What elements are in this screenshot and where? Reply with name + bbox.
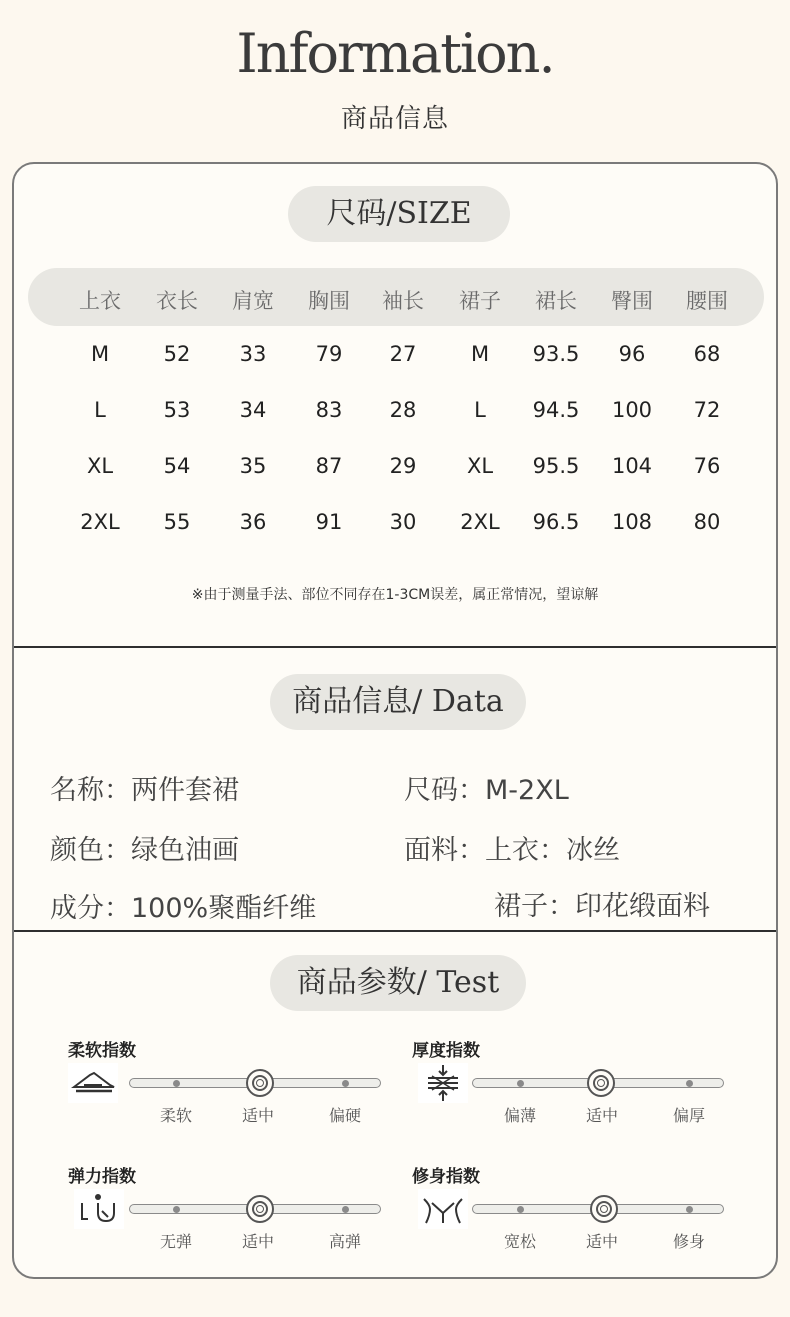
stretch-dot-low	[173, 1206, 180, 1213]
size-table-cell: 34	[239, 398, 267, 422]
product-name: 名称：两件套裙	[50, 775, 239, 806]
stretch-dot-high	[342, 1206, 349, 1213]
softness-label-low: 柔软	[159, 1106, 192, 1125]
soft-icon	[68, 1063, 118, 1103]
size-table-cell: 72	[693, 398, 721, 422]
size-table-cell: 83	[315, 398, 343, 422]
product-composition: 成分：100%聚酯纤维	[50, 893, 317, 924]
test-section-title: 商品参数/ Test	[270, 955, 526, 1011]
thickness-dot-high	[686, 1080, 693, 1087]
thickness-icon	[418, 1063, 468, 1103]
stretch-title: 弹力指数	[68, 1167, 136, 1187]
data-section-title: 商品信息/ Data	[270, 674, 526, 730]
fit-label-high: 修身	[672, 1232, 705, 1251]
size-section-title: 尺码/SIZE	[288, 186, 510, 242]
size-table-cell: 54	[163, 454, 191, 478]
stretch-label-high: 高弹	[328, 1232, 361, 1251]
fit-dot-high	[686, 1206, 693, 1213]
section-divider	[14, 646, 776, 648]
softness-label-high: 偏硬	[328, 1106, 361, 1125]
size-table-cell: M	[470, 342, 490, 366]
size-table-cell: 36	[239, 510, 267, 534]
size-table-cell: 2XL	[80, 510, 120, 534]
product-fabric: 面料：上衣：冰丝	[404, 835, 620, 866]
size-column-header: 腰围	[686, 289, 728, 313]
size-column-header: 胸围	[308, 289, 350, 313]
size-table-cell: 100	[611, 398, 653, 422]
product-size-range: 尺码：M-2XL	[404, 775, 569, 806]
thickness-label-low: 偏薄	[503, 1106, 536, 1125]
thickness-level-marker	[587, 1069, 615, 1097]
product-color: 颜色：绿色油画	[50, 835, 239, 866]
size-table-cell: M	[90, 342, 110, 366]
size-column-header: 衣长	[156, 289, 198, 313]
fit-icon	[418, 1189, 468, 1229]
size-table-cell: 29	[389, 454, 417, 478]
size-table-cell: 33	[239, 342, 267, 366]
size-table-cell: 28	[389, 398, 417, 422]
size-table-cell: XL	[86, 454, 114, 478]
stretch-label-low: 无弹	[159, 1232, 192, 1251]
size-table-cell: 108	[611, 510, 653, 534]
size-column-header: 肩宽	[232, 289, 274, 313]
size-table-cell: 104	[611, 454, 653, 478]
softness-label-mid: 适中	[241, 1106, 274, 1125]
size-table-cell: 95.5	[532, 454, 580, 478]
thickness-label-high: 偏厚	[672, 1106, 705, 1125]
size-table-cell: 27	[389, 342, 417, 366]
size-table-cell: 76	[693, 454, 721, 478]
size-table-cell: 68	[693, 342, 721, 366]
thickness-title: 厚度指数	[412, 1041, 480, 1061]
size-column-header: 上衣	[79, 289, 121, 313]
info-card	[12, 162, 778, 1279]
size-table-cell: 79	[315, 342, 343, 366]
size-table-cell: 35	[239, 454, 267, 478]
stretch-level-marker	[246, 1195, 274, 1223]
fit-level-marker	[590, 1195, 618, 1223]
size-table-cell: 55	[163, 510, 191, 534]
softness-title: 柔软指数	[68, 1041, 136, 1061]
size-table-cell: 94.5	[532, 398, 580, 422]
page-title: Information.	[236, 22, 554, 85]
size-column-header: 裙子	[459, 289, 501, 313]
stretch-icon	[74, 1189, 124, 1229]
size-table-cell: 93.5	[532, 342, 580, 366]
size-column-header: 袖长	[382, 289, 424, 313]
page-subtitle: 商品信息	[340, 104, 449, 134]
size-table-cell: XL	[466, 454, 494, 478]
size-table-cell: 96.5	[532, 510, 580, 534]
fit-title: 修身指数	[412, 1167, 480, 1187]
section-divider	[14, 930, 776, 932]
size-column-header: 臀围	[611, 289, 653, 313]
fit-dot-low	[517, 1206, 524, 1213]
size-table-cell: 2XL	[460, 510, 500, 534]
size-table-cell: 80	[693, 510, 721, 534]
size-table-cell: 87	[315, 454, 343, 478]
size-table-cell: L	[94, 398, 106, 422]
size-note: ※由于测量手法、部位不同存在1-3CM误差，属正常情况，望谅解	[191, 587, 599, 603]
softness-level-marker	[246, 1069, 274, 1097]
stretch-label-mid: 适中	[241, 1232, 274, 1251]
softness-dot-high	[342, 1080, 349, 1087]
thickness-dot-low	[517, 1080, 524, 1087]
size-table-cell: 30	[389, 510, 417, 534]
size-table-cell: L	[474, 398, 486, 422]
softness-dot-low	[173, 1080, 180, 1087]
size-table-cell: 91	[315, 510, 343, 534]
size-table-cell: 52	[163, 342, 191, 366]
size-column-header: 裙长	[535, 289, 577, 313]
product-skirt-fabric: 裙子：印花缎面料	[494, 891, 710, 922]
fit-label-low: 宽松	[503, 1232, 536, 1251]
thickness-label-mid: 适中	[585, 1106, 618, 1125]
size-table-cell: 96	[618, 342, 646, 366]
size-table-cell: 53	[163, 398, 191, 422]
fit-label-mid: 适中	[585, 1232, 618, 1251]
